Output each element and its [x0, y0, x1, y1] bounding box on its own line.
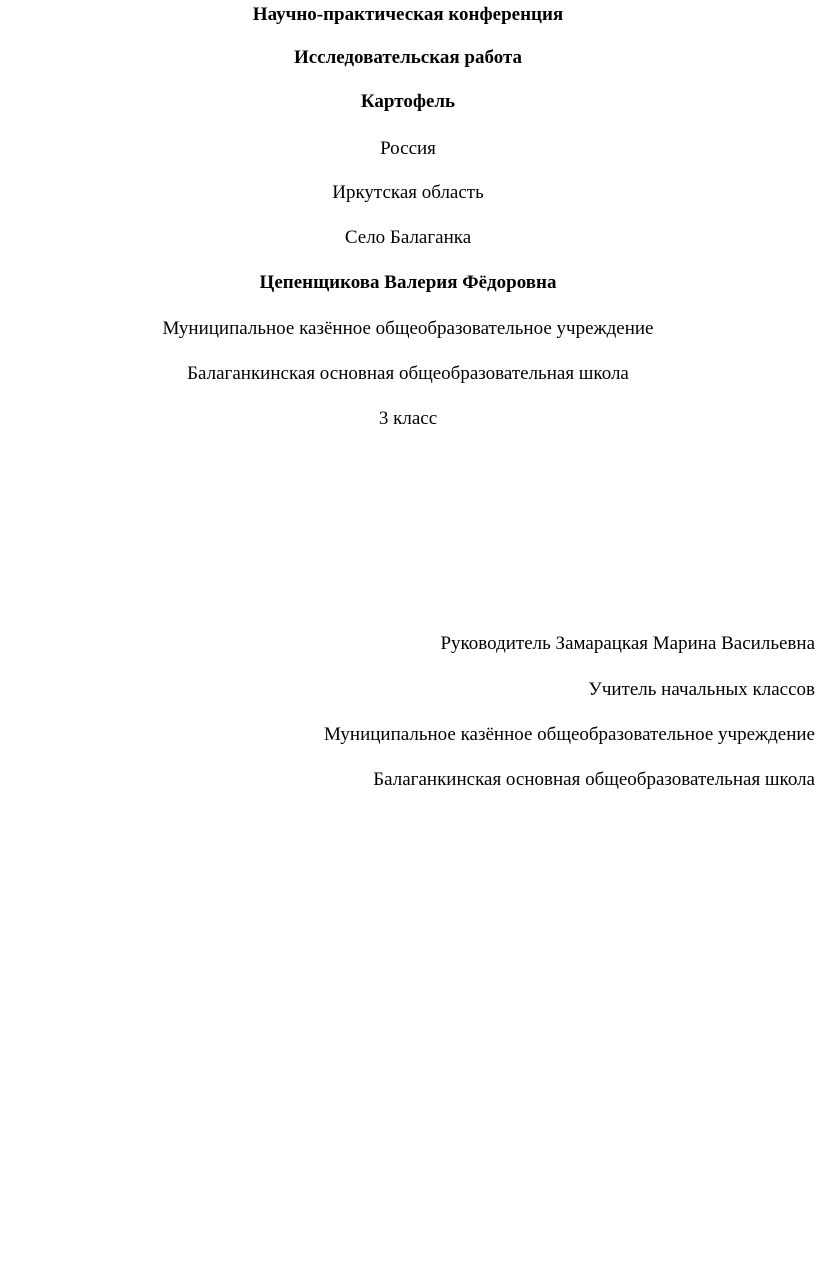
supervisor-institution-line-1: Муниципальное казённое общеобразовательное учреждение — [324, 724, 815, 745]
supervisor-position: Учитель начальных классов — [588, 679, 815, 700]
grade-text: 3 класс — [378, 408, 438, 429]
institution-line-1: Муниципальное казённое общеобразовательное учреждение — [162, 318, 654, 339]
region-text: Иркутская область — [332, 182, 484, 203]
supervisor-name: Руководитель Замарацкая Марина Васильевна — [440, 633, 815, 654]
author-name: Цепенщикова Валерия Фёдоровна — [259, 272, 557, 293]
institution-line-2: Балаганкинская основная общеобразовательная школа — [187, 363, 629, 384]
supervisor-institution-line-2: Балаганкинская основная общеобразовательная школа — [373, 769, 815, 790]
village-text: Село Балаганка — [344, 227, 472, 248]
country-text: Россия — [380, 138, 436, 159]
work-type-heading: Исследовательская работа — [293, 47, 523, 68]
conference-heading: Научно-практическая конференция — [252, 4, 564, 25]
topic-heading: Картофель — [360, 91, 456, 112]
